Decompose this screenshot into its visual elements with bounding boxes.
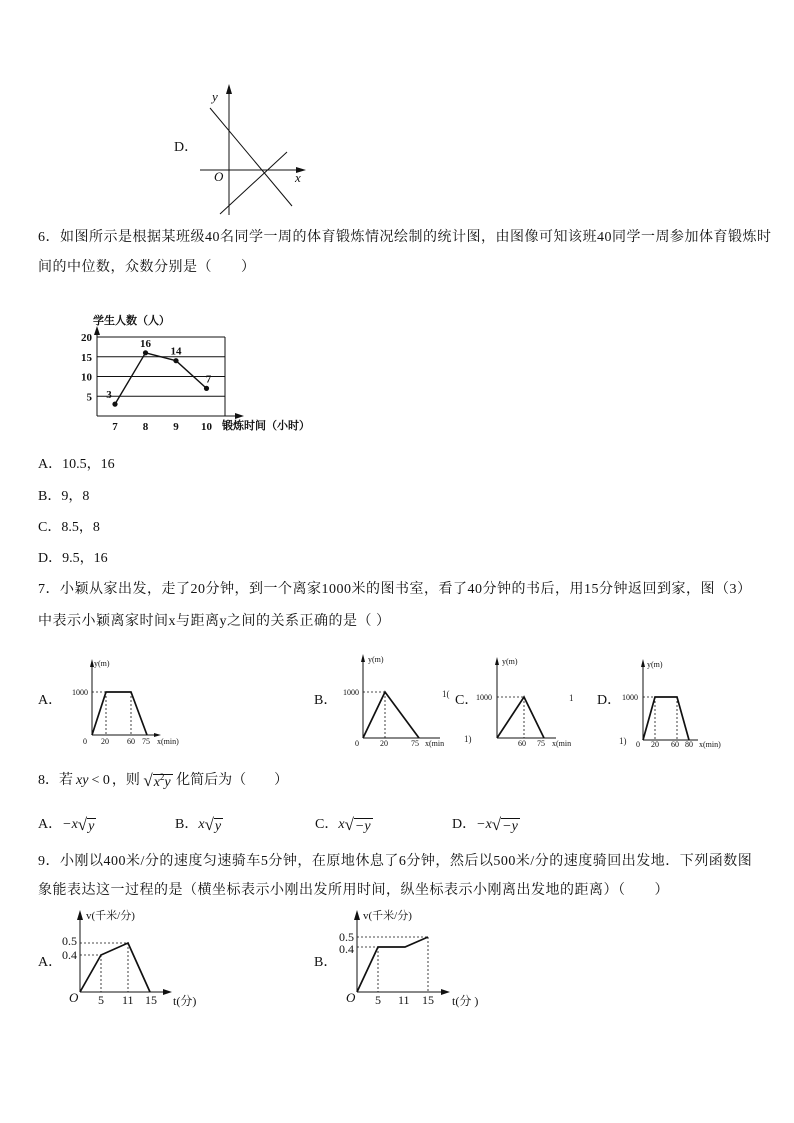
x-tick-label: 20: [651, 740, 659, 749]
x-axis-label: x: [295, 170, 301, 185]
option-text: 9，8: [61, 489, 90, 504]
q6-option-c: [38, 519, 100, 537]
radicand-tail: y: [164, 775, 171, 790]
distance-time-line: [92, 692, 147, 735]
square-root-expression: [492, 816, 520, 834]
data-point-9: [173, 358, 178, 363]
origin-label: 0: [83, 737, 87, 746]
radical-sign: √: [77, 815, 88, 834]
origin-label: O: [214, 169, 224, 184]
data-label-8: 16: [140, 337, 151, 350]
y-axis-label: y(m): [502, 657, 518, 666]
x-tick-label: 11: [398, 993, 410, 1007]
q6-line-chart: [81, 313, 310, 433]
stray-mark: 1): [619, 736, 627, 746]
q9-graph-a: [62, 908, 196, 1008]
x-tick-label: 60: [127, 737, 135, 746]
radical-sign: √: [344, 815, 354, 834]
origin-label: 0: [355, 739, 359, 748]
x-tick-label: 60: [671, 740, 679, 749]
option-label: C．: [315, 817, 339, 832]
q8-option-d: [452, 816, 520, 834]
x-axis-label: t(分): [173, 994, 197, 1008]
y-axis-arrow: [495, 657, 499, 665]
option-label: A．: [38, 817, 63, 832]
radicand: y: [88, 819, 95, 834]
q7-graph-c: [476, 657, 571, 748]
radical-sign: √: [204, 815, 214, 834]
x-tick-label: 80: [685, 740, 693, 749]
q9-graph-b: [339, 908, 478, 1008]
q9-stem-line-2: 象能表达这一过程的是（横坐标表示小刚出发所用时间，纵坐标表示小刚离出发地的距离）（ ）: [38, 883, 669, 898]
distance-time-line: [357, 937, 428, 992]
q7-option-a-label: A．: [38, 693, 63, 708]
origin-label: O: [69, 990, 79, 1005]
x-tick-label-9: 9: [173, 421, 179, 433]
function-line-1: [210, 108, 292, 206]
q7-graph-d: [622, 659, 721, 749]
option-label: B．: [38, 489, 62, 504]
y-tick-label: 0.4: [339, 942, 354, 956]
x-axis-arrow: [163, 989, 172, 995]
distance-time-line: [80, 943, 150, 992]
q8-suffix: 化简后为（ ）: [176, 773, 289, 788]
option-coefficient: −x: [62, 817, 78, 832]
y-tick-label: 0.5: [62, 934, 77, 948]
x-axis-title: 锻炼时间（小时）: [222, 420, 310, 432]
x-tick-label-8: 8: [142, 421, 149, 433]
y-value-label: 1000: [72, 688, 88, 697]
y-axis-label: y: [212, 89, 218, 104]
y-axis-label: y(m): [94, 659, 110, 668]
q9-option-a-label: A．: [38, 955, 63, 970]
q7-graph-b: [343, 654, 444, 748]
y-axis-title: 学生人数（人）: [93, 315, 170, 327]
y-axis-label: v(千米/分): [86, 910, 135, 922]
q8-stem: [38, 772, 288, 790]
stray-mark: 1(: [442, 689, 450, 699]
option-coefficient: −x: [476, 817, 492, 832]
q7-option-b-label: B．: [314, 693, 338, 708]
stray-mark: 1): [464, 734, 472, 744]
distance-time-line: [363, 692, 419, 738]
y-axis-arrow: [354, 910, 360, 920]
radical-sign: √: [491, 815, 502, 834]
radical-sign: √: [143, 771, 153, 790]
function-line-2: [220, 152, 287, 214]
x-tick-label: 15: [422, 993, 434, 1007]
y-value-label: 1000: [622, 693, 638, 702]
y-axis-arrow: [361, 654, 365, 662]
square-root-expression: [205, 816, 224, 834]
option-text: 8.5，8: [61, 520, 100, 535]
q7-graph-a: [72, 659, 179, 746]
q6-option-d: [38, 550, 108, 568]
option-label: D．: [38, 551, 63, 566]
q9-stem-line-1: 9．小刚以400米/分的速度匀速骑车5分钟，在原地休息了6分钟，然后以500米/分的速度骑回出发地．下列函数图: [38, 854, 753, 869]
q9-option-b-label: B．: [314, 955, 338, 970]
q6-stem-line-1: 6．如图所示是根据某班级40名同学一周的体育锻炼情况绘制的统计图，由图像可知该班40同学一周参加体育锻炼时: [38, 230, 772, 245]
option-label: A．: [38, 457, 63, 472]
q7-stem-line-1: 7．小颖从家出发，走了20分钟，到一个离家1000米的图书室，看了40分钟的书后，用15分钟返回到家，图（3）: [38, 582, 752, 597]
square-root-expression: [345, 816, 373, 834]
x-axis-label: x(min: [425, 739, 445, 748]
x-tick-label: 20: [101, 737, 109, 746]
y-axis-label: y(m): [647, 660, 663, 669]
y-axis-arrow: [641, 659, 645, 667]
q5-option-d-graph: [200, 84, 306, 215]
x-tick-label: 60: [518, 739, 526, 748]
data-label-7: 3: [106, 389, 112, 402]
x-axis-label: x(min): [157, 737, 179, 746]
y-tick-label-10: 10: [81, 371, 92, 384]
origin-label: 0: [636, 740, 640, 749]
option-text: 10.5，16: [62, 457, 115, 472]
y-value-label: 1000: [343, 688, 359, 697]
square-root-expression: [143, 772, 172, 790]
option-label: D．: [452, 817, 477, 832]
x-axis-label: t(分 ): [452, 994, 479, 1008]
origin-label: O: [346, 990, 356, 1005]
y-tick-label: 0.5: [339, 930, 354, 944]
option-label: C．: [38, 520, 62, 535]
distance-time-line: [643, 697, 689, 740]
x-tick-label-7: 7: [112, 421, 118, 433]
q8-option-b: [175, 816, 223, 834]
data-point-8: [143, 350, 148, 355]
radicand-base: x: [153, 775, 160, 790]
x-axis-label: x(min: [552, 739, 572, 748]
stray-mark: 1: [569, 693, 574, 703]
option-label: B．: [175, 817, 199, 832]
x-tick-label: 75: [142, 737, 150, 746]
distance-time-line: [497, 697, 544, 738]
x-tick-label: 20: [380, 739, 388, 748]
y-axis-arrow: [77, 910, 83, 920]
q6-stem-line-2: 间的中位数，众数分别是（ ）: [38, 260, 256, 275]
radicand: [153, 774, 173, 790]
y-axis-label: v(千米/分): [363, 910, 412, 922]
data-label-9: 14: [170, 345, 182, 358]
y-tick-label-5: 5: [86, 391, 92, 404]
series-segment-3: [176, 361, 207, 389]
x-tick-label-10: 10: [201, 421, 212, 433]
square-root-expression: [78, 816, 97, 834]
q7-option-d-label: D．: [597, 693, 622, 708]
q6-option-b: [38, 488, 89, 506]
q8-then: ，则: [111, 773, 140, 788]
q6-option-a: [38, 456, 115, 474]
option-text: 9.5，16: [62, 551, 108, 566]
option-coefficient: x: [338, 817, 345, 832]
x-axis-arrow: [235, 413, 244, 419]
y-axis-label: y(m): [368, 655, 384, 664]
q8-option-c: [315, 816, 373, 834]
y-axis-arrow: [226, 84, 232, 94]
x-tick-label: 75: [411, 739, 419, 748]
y-axis-arrow: [94, 326, 100, 335]
y-value-label: 1000: [476, 693, 492, 702]
x-tick-label: 75: [537, 739, 545, 748]
radicand: −y: [354, 819, 371, 834]
x-tick-label: 5: [375, 993, 381, 1007]
y-tick-label-15: 15: [81, 351, 92, 364]
q5-option-d-label: D．: [174, 140, 199, 155]
radicand-exponent: 2: [159, 772, 165, 782]
y-tick-label: 0.4: [62, 948, 77, 962]
q8-prefix: 8．若: [38, 773, 73, 788]
x-axis-arrow: [441, 989, 450, 995]
radicand: y: [214, 819, 222, 834]
x-tick-label: 5: [98, 993, 104, 1007]
radicand: −y: [502, 819, 518, 834]
x-axis-label: x(min): [699, 740, 721, 749]
condition-variable: xy: [76, 773, 89, 788]
x-tick-label: 15: [145, 993, 157, 1007]
condition-relation: < 0: [91, 773, 110, 788]
option-coefficient: x: [198, 817, 205, 832]
data-point-7: [112, 402, 117, 407]
q7-option-c-label: C．: [455, 693, 479, 708]
y-tick-label-20: 20: [81, 332, 92, 344]
data-point-10: [204, 386, 209, 391]
q7-stem-line-2: 中表示小颖离家时间x与距离y之间的关系正确的是（ ）: [38, 614, 391, 629]
x-tick-label: 11: [122, 993, 134, 1007]
q8-option-a: [38, 816, 96, 834]
data-label-10: 7: [205, 373, 212, 386]
